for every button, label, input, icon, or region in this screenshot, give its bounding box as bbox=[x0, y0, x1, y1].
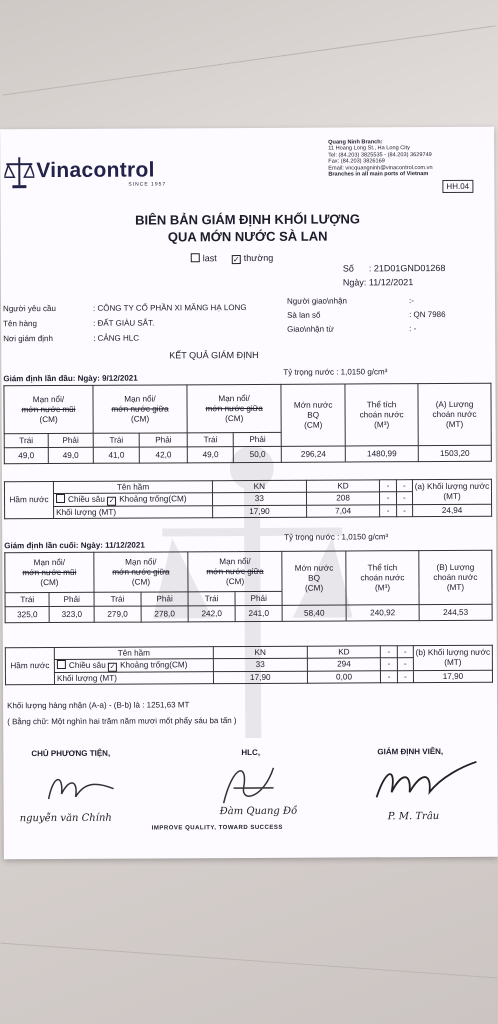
cell: 24,94 bbox=[413, 504, 492, 516]
inspector-name-handwritten: P. M. Trâu bbox=[387, 811, 440, 823]
water-weight-header: (b) Khối lượng nước (MT) bbox=[413, 645, 492, 670]
header-mid: Mạn nổi/ mớn nước giữa (CM) bbox=[94, 552, 188, 592]
owner-signature-icon bbox=[43, 769, 123, 809]
from-value: : - bbox=[409, 324, 417, 334]
cell: - bbox=[380, 492, 396, 505]
deliverer-label: Người giao\nhận bbox=[286, 296, 348, 306]
col-port: Trái bbox=[5, 593, 50, 607]
checkbox-unchecked-icon bbox=[56, 494, 65, 503]
cell: 33 bbox=[212, 492, 306, 505]
cell: - bbox=[396, 492, 412, 505]
requester-value: : CÔNG TY CỔ PHẦN XI MĂNG HẠ LONG bbox=[93, 303, 247, 313]
brand-name: Vinacontrol bbox=[36, 158, 155, 183]
cell: 323,0 bbox=[50, 606, 95, 622]
final-tank-table bbox=[5, 645, 493, 686]
branch-info bbox=[328, 139, 432, 178]
col-port: Trái bbox=[94, 592, 141, 606]
header-mean-draft: Mớn nước BQ (CM) bbox=[281, 384, 345, 446]
cell: - bbox=[396, 480, 412, 492]
initial-tank-table bbox=[4, 479, 492, 520]
cell: 241,0 bbox=[235, 605, 282, 621]
cell: 33 bbox=[213, 658, 307, 671]
cell: - bbox=[396, 505, 412, 517]
col-port: Trái bbox=[187, 433, 233, 447]
cell: 17,90 bbox=[413, 670, 492, 682]
col-starboard: Phải bbox=[140, 433, 188, 447]
col-starboard: Phải bbox=[234, 432, 282, 446]
cell: 58,40 bbox=[282, 605, 346, 621]
barge-value: : QN 7986 bbox=[409, 309, 446, 320]
checkbox-unchecked-icon bbox=[191, 253, 200, 262]
kn-header: KN bbox=[212, 480, 306, 492]
cell: 41,0 bbox=[93, 447, 140, 463]
hlc-name-handwritten: Đàm Quang Đồ bbox=[219, 805, 298, 818]
branch-line: Tel: (84.203) 3825535 - (84.203) 3629749 bbox=[328, 151, 432, 159]
cell: 242,0 bbox=[188, 606, 235, 622]
cell: 1480,99 bbox=[345, 446, 418, 462]
header-stern: Mạn nổi/ mớn nước giữa (CM) bbox=[187, 384, 281, 432]
scales-logo-icon bbox=[4, 155, 34, 189]
owner-name-handwritten: nguyễn văn Chính bbox=[19, 812, 112, 825]
cell: 279,0 bbox=[94, 606, 141, 622]
header-volume: Thể tích choán nước (M³) bbox=[345, 384, 418, 446]
hlc-signature-icon bbox=[213, 758, 283, 808]
header-mean-draft: Mớn nước BQ (CM) bbox=[282, 551, 346, 605]
result-title: KẾT QUẢ GIÁM ĐỊNH bbox=[169, 349, 259, 361]
kn-header: KN bbox=[213, 646, 307, 658]
option-last: last bbox=[191, 253, 217, 263]
option-normal: ✓ thường bbox=[232, 252, 274, 265]
cell: 49,0 bbox=[48, 447, 93, 463]
requester-label: Người yêu cầu bbox=[3, 304, 56, 314]
goods-value: : ĐẤT GIÀU SẮT. bbox=[93, 318, 155, 328]
header-mid: Mạn nổi/ mớn nước giữa (CM) bbox=[93, 385, 187, 433]
cell: 50,0 bbox=[234, 446, 282, 462]
deliverer-value: :- bbox=[408, 296, 414, 306]
inspector-signature-icon bbox=[371, 757, 481, 808]
place-label: Nơi giám định bbox=[3, 334, 53, 344]
cell: - bbox=[397, 671, 413, 683]
tank-name-header: Tên hầm bbox=[54, 647, 213, 660]
checkbox-checked-icon: ✓ bbox=[109, 663, 116, 671]
checkbox-unchecked-icon bbox=[57, 660, 66, 669]
col-port: Trái bbox=[93, 433, 139, 447]
cell: 296,24 bbox=[281, 446, 345, 462]
cell: 17,90 bbox=[213, 671, 307, 683]
cell: 49,0 bbox=[4, 448, 48, 464]
goods-label: Tên hàng bbox=[3, 319, 37, 329]
final-survey-label: Giám định lần cuối: Ngày: 11/12/2021 bbox=[4, 540, 145, 551]
cell: 240,92 bbox=[346, 605, 419, 621]
branch-line: Branches in all main ports of Vietnam bbox=[328, 171, 429, 178]
col-starboard: Phải bbox=[141, 592, 188, 606]
checkbox-checked-icon: ✓ bbox=[232, 255, 240, 265]
cell: 17,90 bbox=[213, 505, 307, 517]
weight-row-label: Khối lượng (MT) bbox=[54, 672, 213, 685]
checkbox-checked-icon: ✓ bbox=[108, 497, 115, 505]
col-port: Trái bbox=[188, 592, 235, 606]
summary-line: Khối lượng hàng nhận (A-a) - (B-b) là : 1251,63 MT bbox=[7, 700, 190, 711]
header-bow: Mạn nổi/ mớn nước mũi (CM) bbox=[5, 552, 94, 592]
doc-title-line1: BIÊN BẢN GIÁM ĐỊNH KHỐI LƯỢNG bbox=[135, 211, 361, 228]
cell: 278,0 bbox=[141, 606, 188, 622]
cell: - bbox=[397, 658, 413, 671]
doc-title-line2: QUA MỚN NƯỚC SÀ LAN bbox=[167, 228, 328, 245]
brand-since: SINCE 1957 bbox=[128, 181, 167, 188]
from-label: Giao\nhận từ bbox=[287, 324, 334, 334]
branch-line: Quang Ninh Branch: bbox=[328, 139, 383, 146]
so-value: : 21D01GND01268 bbox=[368, 262, 446, 274]
initial-density: Tỷ trọng nước : 1,0150 g/cm³ bbox=[283, 367, 388, 377]
cell: 7,04 bbox=[306, 505, 380, 517]
col-starboard: Phải bbox=[48, 433, 93, 447]
sig-hlc-title: HLC, bbox=[241, 747, 261, 758]
final-draft-table bbox=[4, 550, 492, 624]
cell: - bbox=[380, 505, 396, 517]
cell: 49,0 bbox=[187, 447, 234, 463]
document-sheet bbox=[0, 127, 498, 860]
col-starboard: Phải bbox=[235, 591, 282, 605]
depth-space-row: Chiều sâu ✓ Khoảng trống(CM) bbox=[54, 493, 213, 507]
barge-label: Sà lan số bbox=[287, 310, 321, 320]
tank-label: Hầm nước bbox=[5, 648, 54, 685]
cell: - bbox=[381, 646, 397, 658]
kd-header: KD bbox=[307, 646, 381, 658]
header-stern: Mạn nổi/ mớn nước giữa (CM) bbox=[188, 551, 282, 591]
header-displacement: (A) Lượng choán nước (MT) bbox=[418, 383, 491, 445]
initial-survey-label: Giám định lần đầu: Ngày: 9/12/2021 bbox=[3, 373, 138, 384]
sig-owner-title: CHỦ PHƯƠNG TIỆN, bbox=[31, 748, 111, 759]
depth-space-row: Chiều sâu ✓ Khoảng trống(CM) bbox=[54, 659, 213, 673]
cell: - bbox=[380, 480, 396, 492]
kd-header: KD bbox=[306, 480, 380, 492]
col-port: Trái bbox=[4, 434, 48, 448]
date-value: Ngày: 11/12/2021 bbox=[342, 277, 414, 288]
so-label: Số bbox=[342, 263, 354, 274]
cell: 42,0 bbox=[140, 447, 188, 463]
cell: 244,53 bbox=[419, 604, 492, 620]
initial-draft-table bbox=[3, 383, 491, 465]
col-starboard: Phải bbox=[49, 592, 94, 606]
cell: 1503,20 bbox=[418, 445, 491, 461]
cell: 325,0 bbox=[5, 607, 50, 623]
branch-line: Email: vncquangninh@vinacontrol.com.vn bbox=[328, 164, 433, 172]
branch-line: Fax: (84.203) 3826169 bbox=[328, 158, 385, 165]
cell: 294 bbox=[307, 658, 381, 671]
place-value: : CẢNG HLC bbox=[93, 333, 140, 343]
cell: 0,00 bbox=[307, 671, 381, 683]
form-code: HH.04 bbox=[442, 180, 473, 193]
tank-name-header: Tên hầm bbox=[53, 481, 212, 494]
footer-slogan: IMPROVE QUALITY, TOWARD SUCCESS bbox=[151, 824, 283, 832]
branch-line: 11 Hoang Long St., Ha Long City bbox=[328, 145, 410, 152]
sig-inspector-title: GIÁM ĐỊNH VIÊN, bbox=[377, 746, 444, 757]
tank-label: Hầm nước bbox=[4, 482, 53, 519]
cell: 208 bbox=[306, 492, 380, 505]
weight-row-label: Khối lượng (MT) bbox=[54, 506, 213, 519]
header-volume: Thể tích choán nước (M³) bbox=[346, 551, 419, 605]
header-bow: Mạn nổi/ mớn nước mũi (CM) bbox=[4, 385, 93, 433]
cell: - bbox=[381, 658, 397, 671]
final-density: Tỷ trọng nước : 1,0150 g/cm³ bbox=[284, 532, 389, 542]
cell: - bbox=[397, 646, 413, 658]
cell: - bbox=[381, 671, 397, 683]
summary-words: ( Bằng chữ: Một nghìn hai trăm năm mươi mốt phẩy sáu ba tấn ) bbox=[7, 716, 237, 727]
header-displacement: (B) Lượng choán nước (MT) bbox=[419, 550, 492, 604]
water-weight-header: (a) Khối lượng nước (MT) bbox=[412, 479, 491, 504]
